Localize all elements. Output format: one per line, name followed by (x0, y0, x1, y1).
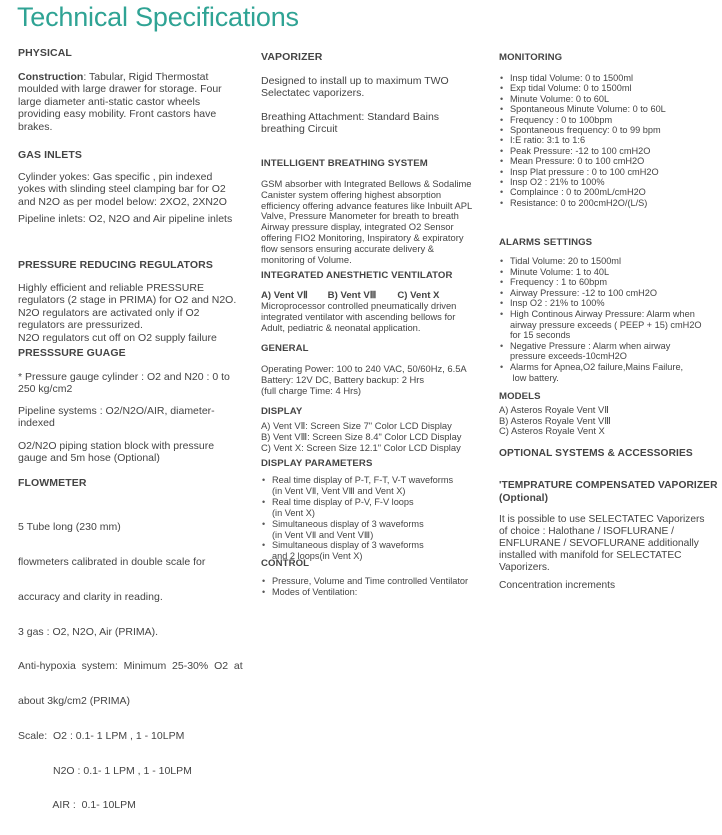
pipeline-systems-text: Pipeline systems : O2/N2O/AIR, diameter- indexed (18, 405, 215, 430)
vent-model-c: C) Vent X (397, 290, 440, 301)
list-item: • Complaince : 0 to 200mL/cmH2O (499, 187, 666, 197)
vaporizer-heading: VAPORIZER (261, 51, 323, 63)
optional-systems-heading: OPTIONAL SYSTEMS & ACCESSORIES (499, 448, 693, 459)
list-item: • Modes of Ventilation: (261, 587, 468, 598)
monitoring-list (499, 73, 666, 208)
breathing-system-text: GSM absorber with Integrated Bellows & Sodalime Canister system offering highest absorption efficiency offering advance features like Inbuilt APL Valve, Pressure Manometer for breath to breath Airway pressure display, integrated O2 Sensor offering FIO2 Monitoring, Inspiratory & expiratory flow sensors ensuring accurate delivery & monitoring of Volume. (261, 178, 473, 265)
gas-inlets-heading: GAS INLETS (18, 149, 83, 161)
model-item: A) Asteros Royale Vent VⅡ (499, 404, 609, 415)
flowmeter-heading: FLOWMETER (18, 477, 87, 489)
regulators-text: Highly efficient and reliable PRESSURE regulators (2 stage in PRIMA) for O2 and N2O. N2O regulators are activated only if O2 regulators are pressurized. N2O regulators cut off on O2 supply failure (18, 282, 237, 344)
list-item: • Negative Pressure : Alarm when airway pressure exceeds-10cmH2O (499, 341, 702, 362)
control-heading: CONTROL (261, 558, 310, 569)
alarms-list (499, 256, 702, 383)
list-item: • Minute Volume: 0 to 60L (499, 94, 666, 104)
temp-vaporizer-text: It is possible to use SELECTATEC Vaporizers of choice : Halothane / ISOFLURANE / ENFLURANE / SEVOFLURANE additionally installed with manifold for SELECTATEC Vaporizers. (499, 514, 705, 573)
list-item: • Insp O2 : 21% to 100% (499, 298, 702, 309)
model-item: B) Asteros Royale Vent VⅢ (499, 414, 611, 426)
models-heading: MODELS (499, 391, 541, 402)
physical-heading: PHYSICAL (18, 47, 72, 59)
list-item: • Simultaneous display of 3 waveforms and 2 loops(in Vent X) (261, 540, 453, 562)
list-item: • Mean Pressure: 0 to 100 cmH2O (499, 156, 666, 166)
list-item: • Tidal Volume: 20 to 1500ml (499, 256, 702, 267)
ventilator-heading: INTEGRATED ANESTHETIC VENTILATOR (261, 270, 453, 281)
breathing-system-heading: INTELLIGENT BREATHING SYSTEM (261, 158, 428, 169)
concentration-increments-text: Concentration increments (499, 580, 616, 591)
monitoring-heading: MONITORING (499, 52, 563, 63)
temp-vaporizer-heading: 'TEMPRATURE COMPENSATED VAPORIZER (Optional) (499, 480, 718, 504)
flowmeter-text: 5 Tube long (230 mm) flowmeters calibrated in double scale for accuracy and clarity in reading. 3 gas : O2, N2O, Air (PRIMA). Anti-hypoxia system: Minimum 25-30% O2 at about 3kg/cm2 (PRIMA) Scale: O2 : 0.1- 1 LPM , 1 - 10LPM N2O : 0.1- 1 LPM , 1 - 10LPM AIR : 0.1- 10LPM (18, 521, 243, 812)
list-item: • Frequency : 0 to 100bpm (499, 115, 666, 125)
list-item: • Real time display of P-V, F-V loops (in Vent X) (261, 497, 453, 519)
list-item: • Airway Pressure: -12 to 100 cmH2O (499, 288, 702, 299)
regulators-heading: PRESSURE REDUCING REGULATORS (18, 259, 213, 271)
alarms-heading: ALARMS SETTINGS (499, 237, 593, 248)
display-text: A) Vent VⅡ: Screen Size 7" Color LCD Display B) Vent VⅢ: Screen Size 8.4" Color LCD Display C) Vent X: Screen Size 12.1" Color LCD Display (261, 420, 462, 453)
gauge-cylinder-text: * Pressure gauge cylinder : O2 and N20 : 0 to 250 kg/cm2 (18, 371, 230, 396)
list-item: • Simultaneous display of 3 waveforms (in Vent VⅡ and Vent VⅢ) (261, 519, 453, 541)
list-item: • Alarms for Apnea,O2 failure,Mains Failure, low battery. (499, 362, 702, 383)
vaporizer-text: Designed to install up to maximum TWO Selectatec vaporizers. (261, 75, 449, 100)
page-title: Technical Specifications (17, 2, 299, 32)
list-item: • Peak Pressure: -12 to 100 cmH2O (499, 146, 666, 156)
pressure-gauge-heading: PRESSSURE GUAGE (18, 347, 126, 359)
list-item: • Insp tidal Volume: 0 to 1500ml (499, 73, 666, 83)
general-text: Operating Power: 100 to 240 VAC, 50/60Hz, 6.5A Battery: 12V DC, Battery backup: 2 Hrs (full charge Time: 4 Hrs) (261, 363, 467, 396)
vent-model-a: A) Vent VⅡ (261, 290, 308, 301)
breathing-attachment-text: Breathing Attachment: Standard Bains breathing Circuit (261, 111, 440, 136)
physical-text: Construction: Tabular, Rigid Thermostat moulded with large drawer for storage. Four large diameter anti-static castor wheels providing easy mobility. Front castors have brakes. (18, 71, 222, 133)
list-item: • High Continous Airway Pressure: Alarm when airway pressure exceeds ( PEEP + 15) cmH2O for 15 seconds (499, 309, 702, 341)
control-list (261, 576, 468, 598)
list-item: • Resistance: 0 to 200cmH2O/(L/S) (499, 198, 666, 208)
pipeline-inlets-text: Pipeline inlets: O2, N2O and Air pipeline inlets (18, 213, 233, 225)
piping-station-text: O2/N2O piping station block with pressure gauge and 5m hose (Optional) (18, 440, 215, 465)
ventilator-text: Microprocessor controlled pneumatically driven integrated ventilator with ascending bellows for Adult, pediatric & neonatal application. (261, 300, 457, 333)
list-item: • Real time display of P-T, F-T, V-T waveforms (in Vent VⅡ, Vent VⅢ and Vent X) (261, 475, 453, 497)
list-item: • Spontaneous Minute Volume: 0 to 60L (499, 104, 666, 114)
list-item: • Spontaneous frequency: 0 to 99 bpm (499, 125, 666, 135)
display-heading: DISPLAY (261, 406, 303, 417)
cylinder-yokes-text: Cylinder yokes: Gas specific , pin indexed yokes with slinding steel clamping bar for O2 and N2O as per model below: 2XO2, 2XN2O (18, 171, 227, 208)
list-item: • Insp O2 : 21% to 100% (499, 177, 666, 187)
construction-label: Construction (18, 71, 84, 83)
display-parameters-list (261, 475, 453, 562)
list-item: • Frequency : 1 to 60bpm (499, 277, 702, 288)
model-item: C) Asteros Royale Vent X (499, 425, 605, 437)
vent-model-b: B) Vent VⅢ (327, 290, 377, 301)
models-list (499, 405, 611, 437)
display-parameters-heading: DISPLAY PARAMETERS (261, 458, 373, 469)
list-item: • Pressure, Volume and Time controlled Ventilator (261, 576, 468, 587)
list-item: • Minute Volume: 1 to 40L (499, 267, 702, 278)
list-item: • Insp Plat pressure : 0 to 100 cmH2O (499, 167, 666, 177)
list-item: • Exp tidal Volume: 0 to 1500ml (499, 83, 666, 93)
general-heading: GENERAL (261, 343, 309, 354)
list-item: • I:E ratio: 3:1 to 1:6 (499, 135, 666, 145)
